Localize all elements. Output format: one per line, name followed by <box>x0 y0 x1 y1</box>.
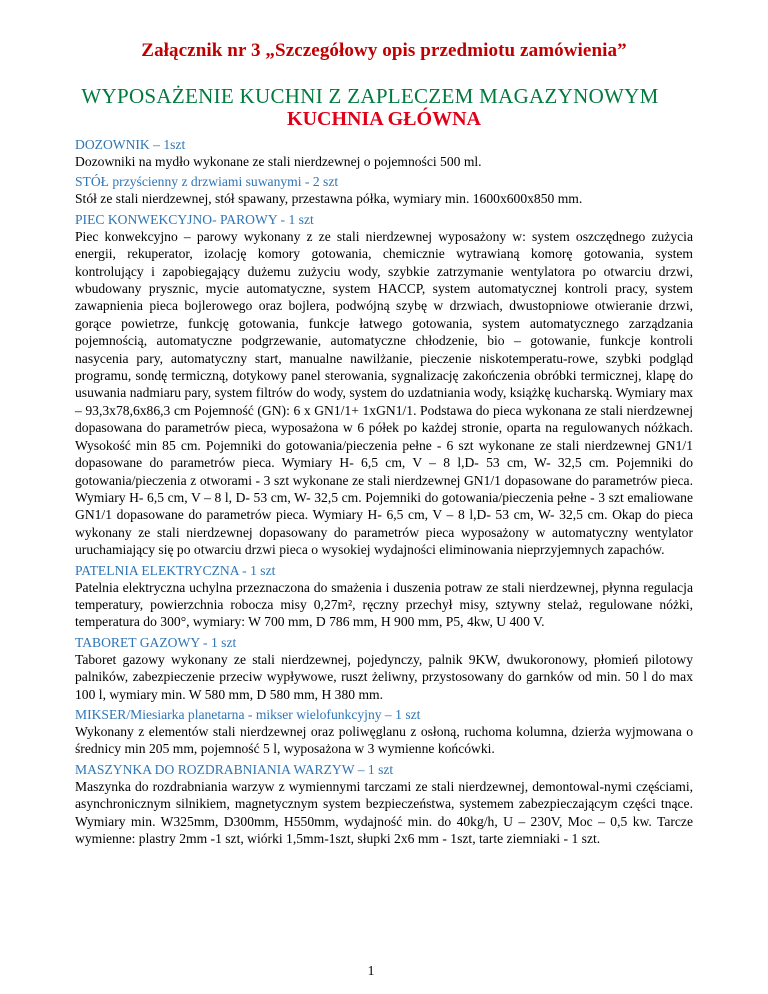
item-section <box>75 211 693 559</box>
item-section <box>75 173 693 207</box>
item-section <box>75 706 693 758</box>
item-description: Piec konwekcyjno – parowy wykonany z ze stali nierdzewnej wyposażony w: system oszczędnego zużycia energii, rekuperator, izolację komory gotowania, chemicznie wytrawianą komorę gotowania, system kontrolujący i zapobiegający dużemu zużyciu wody, szybkie zatrzymanie wentylatora po otwarciu drzwi, wbudowany prysznic, mycie automatyczne, system HACCP, system automatycznej kontroli pracy, system zawapnienia pieca bojlerowego oraz bojlera, podwójną szybę w drzwiach, dwustopniowe otwieranie drzwi, gorące powietrze, funkcję gotowania, funkcje łatwego gotowania, system automatycznego zarządzania pojemnością, automatyczne podgrzewanie, automatyczne chłodzenie, bio – gotowanie, funkcje kontroli nasycenia pary, automatyczny start, manualne nawilżanie, pieczenie niskotemperatu-rowe, szybki podgląd programu, sondę termiczną, dotykowy panel sterowania, sygnalizację zakończenia obróbki termicznej, klapę do usuwania nadmiaru pary, system filtrów do wody, system do uzdatniania wody, książkę kucharską. Wymiary max – 93,3x78,6x86,3 cm Pojemność (GN): 6 x GN1/1+ 1xGN1/1. Podstawa do pieca wykonana ze stali nierdzewnej dopasowana do parametrów pieca, wyposażona w 6 półek po każdej stronie, oparta na regulowanych nóżkach. Wysokość min 85 cm. Pojemniki do gotowania/pieczenia pełne - 6 szt wykonane ze stali nierdzewnej GN1/1 dopasowane do parametrów pieca. Wymiary H- 6,5 cm, V – 8 l,D- 53 cm, W- 32,5 cm. Pojemniki do gotowania/pieczenia z otworami - 3 szt wykonane ze stali nierdzewnej GN1/1 dopasowane do parametrów pieca. Wymiary H- 6,5 cm, V – 8 l, D- 53 cm, W- 32,5 cm. Pojemniki do gotowania/pieczenia pełne - 3 szt emaliowane GN1/1 dopasowane do parametrów pieca. Wymiary H- 6,5 cm, V – 8 l,D- 53 cm, W- 32,5 cm. Okap do pieca wykonany ze stali nierdzewnej dopasowany do parametrów pieca wyposażony w automatyczny wentylator uruchamiający się po otwarciu drzwi pieca o wysokiej wydajności eliminowania nieprzyjemnych zapachów. <box>75 228 693 558</box>
item-description: Maszynka do rozdrabniania warzyw z wymiennymi tarczami ze stali nierdzewnej, demontowal-nymi częściami, asynchronicznym silnikiem, magnetycznym system bezpieczeństwa, systemem zabezpieczającym części tnące. Wymiary min. W325mm, D300mm, H550mm, wydajność min. do 40kg/h, U – 230V, Moc – 0,5 kw. Tarcze wymienne: plastry 2mm -1 szt, wiórki 1,5mm-1szt, słupki 2x6 mm - 1szt, tarte ziemniaki - 1 szt. <box>75 778 693 846</box>
item-title: TABORET GAZOWY - 1 szt <box>75 634 237 650</box>
section-heading: WYPOSAŻENIE KUCHNI Z ZAPLECZEM MAGAZYNOWYM <box>81 84 659 108</box>
item-title: MASZYNKA DO ROZDRABNIANIA WARZYW – 1 szt <box>75 761 394 777</box>
item-section <box>75 562 693 631</box>
document-title: Załącznik nr 3 „Szczegółowy opis przedmiotu zamówienia” <box>141 40 627 61</box>
item-section <box>75 761 693 848</box>
item-title: PATELNIA ELEKTRYCZNA - 1 szt <box>75 562 276 578</box>
item-title: DOZOWNIK – 1szt <box>75 137 186 152</box>
page-number: 1 <box>367 963 375 978</box>
item-description: Taboret gazowy wykonany ze stali nierdzewnej, pojedynczy, palnik 9KW, dwukoronowy, płomień pilotowy palników, zabezpieczenie przeciw wypływowe, ruszt żeliwny, przystosowany do garnków od min. 50 l do max 100 l, wymiary min. W 580 mm, D 580 mm, H 380 mm. <box>75 651 693 702</box>
document-body <box>75 136 693 850</box>
item-title: STÓŁ przyścienny z drzwiami suwanymi - 2 szt <box>75 174 339 190</box>
item-title: PIEC KONWEKCYJNO- PAROWY - 1 szt <box>75 211 314 227</box>
item-description: Dozowniki na mydło wykonane ze stali nierdzewnej o pojemności 500 ml. <box>75 154 482 169</box>
item-description: Patelnia elektryczna uchylna przeznaczona do smażenia i duszenia potraw ze stali nierdzewnej, płynna regulacja temperatury, powierzchnia robocza misy 0,27m², ręczny przechył misy, sztywny stelaż, regulowane nóżki, temperatura do 300°, wymiary: W 700 mm, D 786 mm, H 900 mm, P5, 4kw, U 400 V. <box>75 579 693 630</box>
item-description: Stół ze stali nierdzewnej, stół spawany, przestawna półka, wymiary min. 1600x600x850 mm. <box>75 191 583 207</box>
subsection-heading: KUCHNIA GŁÓWNA <box>287 108 481 130</box>
item-title: MIKSER/Miesiarka planetarna - mikser wielofunkcyjny – 1 szt <box>75 706 421 722</box>
item-section <box>75 634 693 703</box>
item-description: Wykonany z elementów stali nierdzewnej oraz poliwęglanu z osłoną, ruchoma kolumna, dzierża wyjmowana o średnicy min 205 mm, pojemność 5 l, wyposażona w 3 wymienne końcówki. <box>75 723 693 757</box>
item-section <box>75 136 693 170</box>
